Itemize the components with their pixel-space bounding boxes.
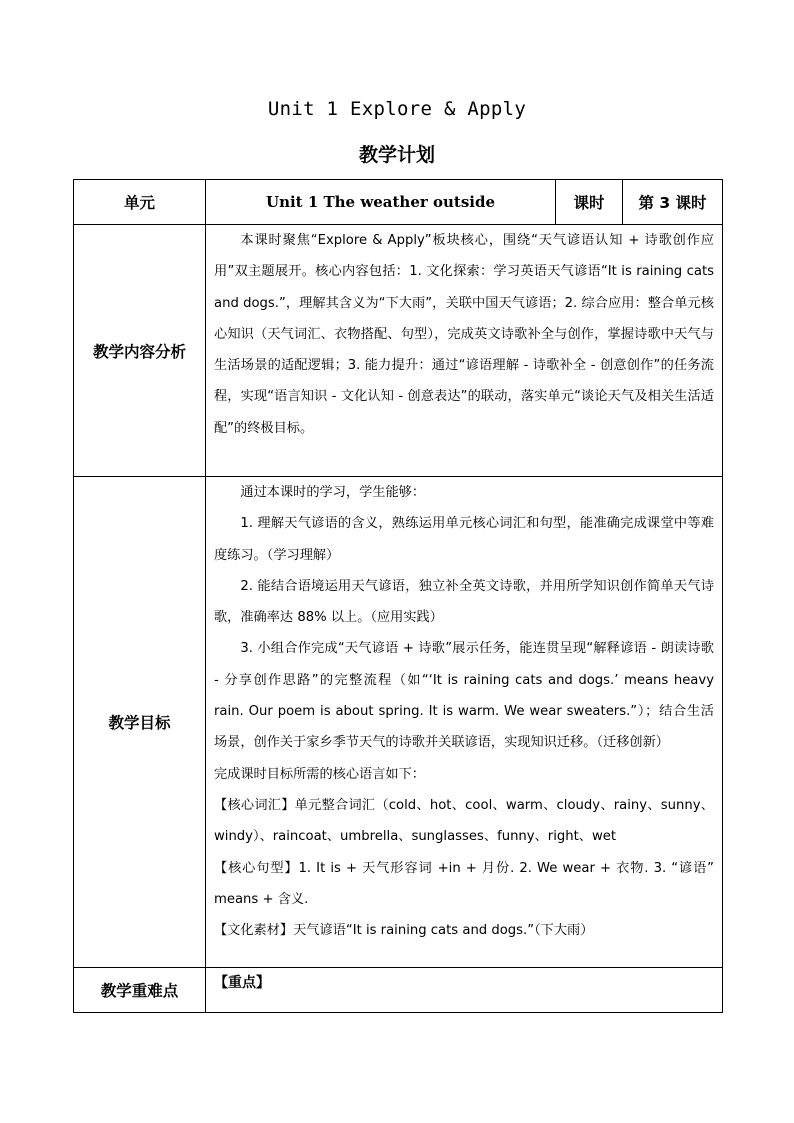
core-vocabulary: 【核心词汇】单元整合词汇（cold、hot、cool、warm、cloudy、rainy、sunny、windy）、raincoat、umbrella、sunglasses、funny、right、wet <box>214 797 714 845</box>
document-subtitle: 教学计划 <box>358 144 435 166</box>
goals-intro: 通过本课时的学习，学生能够： <box>240 485 426 500</box>
analysis-text: 本课时聚焦“Explore & Apply”板块核心，围绕“天气谚语认知 + 诗歌创作应用”双主题展开。核心内容包括：1. 文化探索：学习英语天气谚语“It is raining cats and dogs.”，理解其含义为“下大雨”，关联中国天气谚语；2. 综合应用：整合单元核心知识（天气词汇、衣物搭配、句型），完成英文诗歌补全与创作，掌握诗歌中天气与生活场景的适配逻辑；3. 能力提升：通过“谚语理解 - 诗歌补全 - 创意创作”的任务流程，实现“语言知识 - 文化认知 - 创意表达”的联动，落实单元“谈论天气及相关生活适配”的终极目标。 <box>214 233 714 436</box>
analysis-content <box>206 225 723 477</box>
culture-material: 【文化素材】天气谚语“It is raining cats and dogs.”（下大雨） <box>214 923 594 939</box>
period-label: 课时 <box>556 180 623 225</box>
unit-label: 单元 <box>74 180 206 225</box>
unit-row <box>74 180 723 225</box>
key-points-label: 教学重难点 <box>74 968 206 1013</box>
goals-content <box>206 477 723 968</box>
language-intro: 完成课时目标所需的核心语言如下： <box>214 766 425 782</box>
core-sentences: 【核心句型】1. It is + 天气形容词 +in + 月份. 2. We wear + 衣物. 3. “谚语” means + 含义. <box>214 860 714 907</box>
key-points-row <box>74 968 723 1013</box>
goal-item-3: 3. 小组合作完成“天气谚语 + 诗歌”展示任务，能连贯呈现“解释谚语 - 朗读诗歌 - 分享创作思路”的完整流程（如“‘It is raining cats and dogs.’ means heavy rain. Our poem is about spring. It is warm. We wear sweaters.”）；结合生活场景，创作关于家乡季节天气的诗歌并关联谚语，实现知识迁移。（迁移创新） <box>214 641 714 751</box>
goals-row <box>74 477 723 968</box>
unit-name: Unit 1 The weather outside <box>206 180 556 225</box>
analysis-label: 教学内容分析 <box>74 225 206 477</box>
analysis-row <box>74 225 723 477</box>
document-title: Unit 1 Explore & Apply <box>267 98 527 120</box>
lesson-plan-table <box>73 179 723 1013</box>
key-points-content: 【重点】 <box>206 968 723 1013</box>
period-value: 第 3 课时 <box>623 180 723 225</box>
goal-item-2: 2. 能结合语境运用天气谚语，独立补全英文诗歌，并用所学知识创作简单天气诗歌，准确率达 88% 以上。（应用实践） <box>214 578 714 626</box>
goals-label: 教学目标 <box>74 477 206 968</box>
goal-item-1: 1. 理解天气谚语的含义，熟练运用单元核心词汇和句型，能准确完成课堂中等难度练习。（学习理解） <box>214 516 714 563</box>
